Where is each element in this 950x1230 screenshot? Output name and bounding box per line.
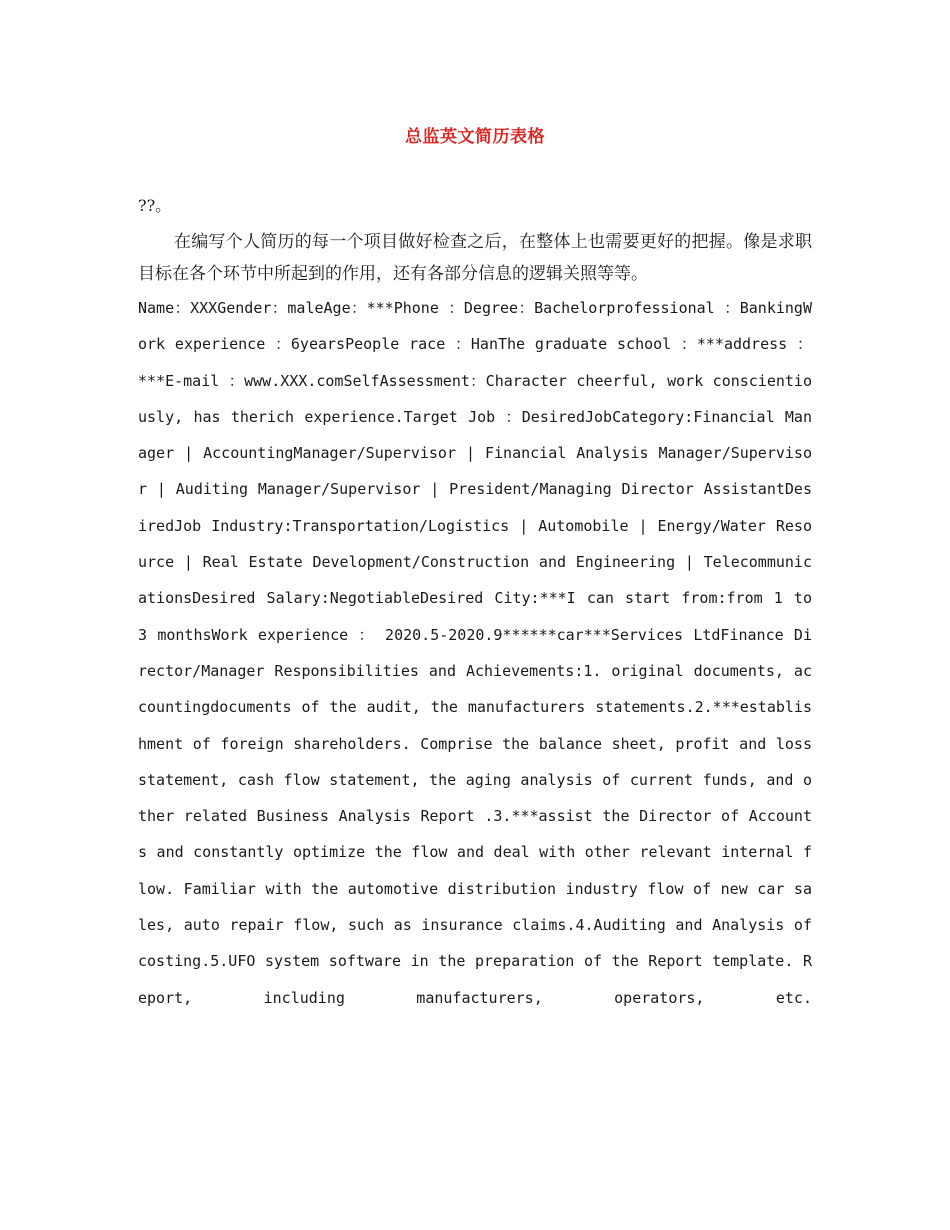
placeholder-marks: ??。 bbox=[138, 196, 172, 215]
intro-paragraph: 在编写个人简历的每一个项目做好检查之后，在整体上也需要更好的把握。像是求职目标在各个环节中所起到的作用，还有各部分信息的逻辑关照等等。 bbox=[138, 232, 812, 284]
document-title: 总监英文简历表格 bbox=[405, 127, 545, 147]
resume-body-text: Name：XXXGender：maleAge：***Phone ：Degree：Bachelorprofessional ：BankingWork experience ：6yearsPeople race ：HanThe graduate school ：***address ：***E-mail ：www.XXX.comSelfAssessment：Character cheerful, work conscientiously, has therich experience.Target Job ：DesiredJobCategory:Financial Manager | AccountingManager/Supervisor | Financial Analysis Manager/Supervisor | Auditing Manager/Supervisor | President/Managing Director AssistantDesiredJob Industry:Transportation/Logistics | Automobile | Energy/Water Resource | Real Estate Development/Construction and Engineering | TelecommunicationsDesired Salary:NegotiableDesired City:***I can start from:from 1 to 3 monthsWork experience ： 2020.5-2020.9******car***Services LtdFinance Director/Manager Responsibilities and Achievements:1. original documents, accountingdocuments of the audit, the manufacturers statements.2.***establishment of foreign shareholders. Comprise the balance sheet, profit and loss statement, cash flow statement, the aging analysis of current funds, and other related Business Analysis Report .3.***assist the Director of Accounts and constantly optimize the flow and deal with other relevant internal flow. Familiar with the automotive distribution industry flow of new car sales, auto repair flow, such as insurance claims.4.Auditing and Analysis of costing.5.UFO system software in the preparation of the Report template. Report, including manufacturers, operators, etc. bbox=[138, 299, 812, 1007]
